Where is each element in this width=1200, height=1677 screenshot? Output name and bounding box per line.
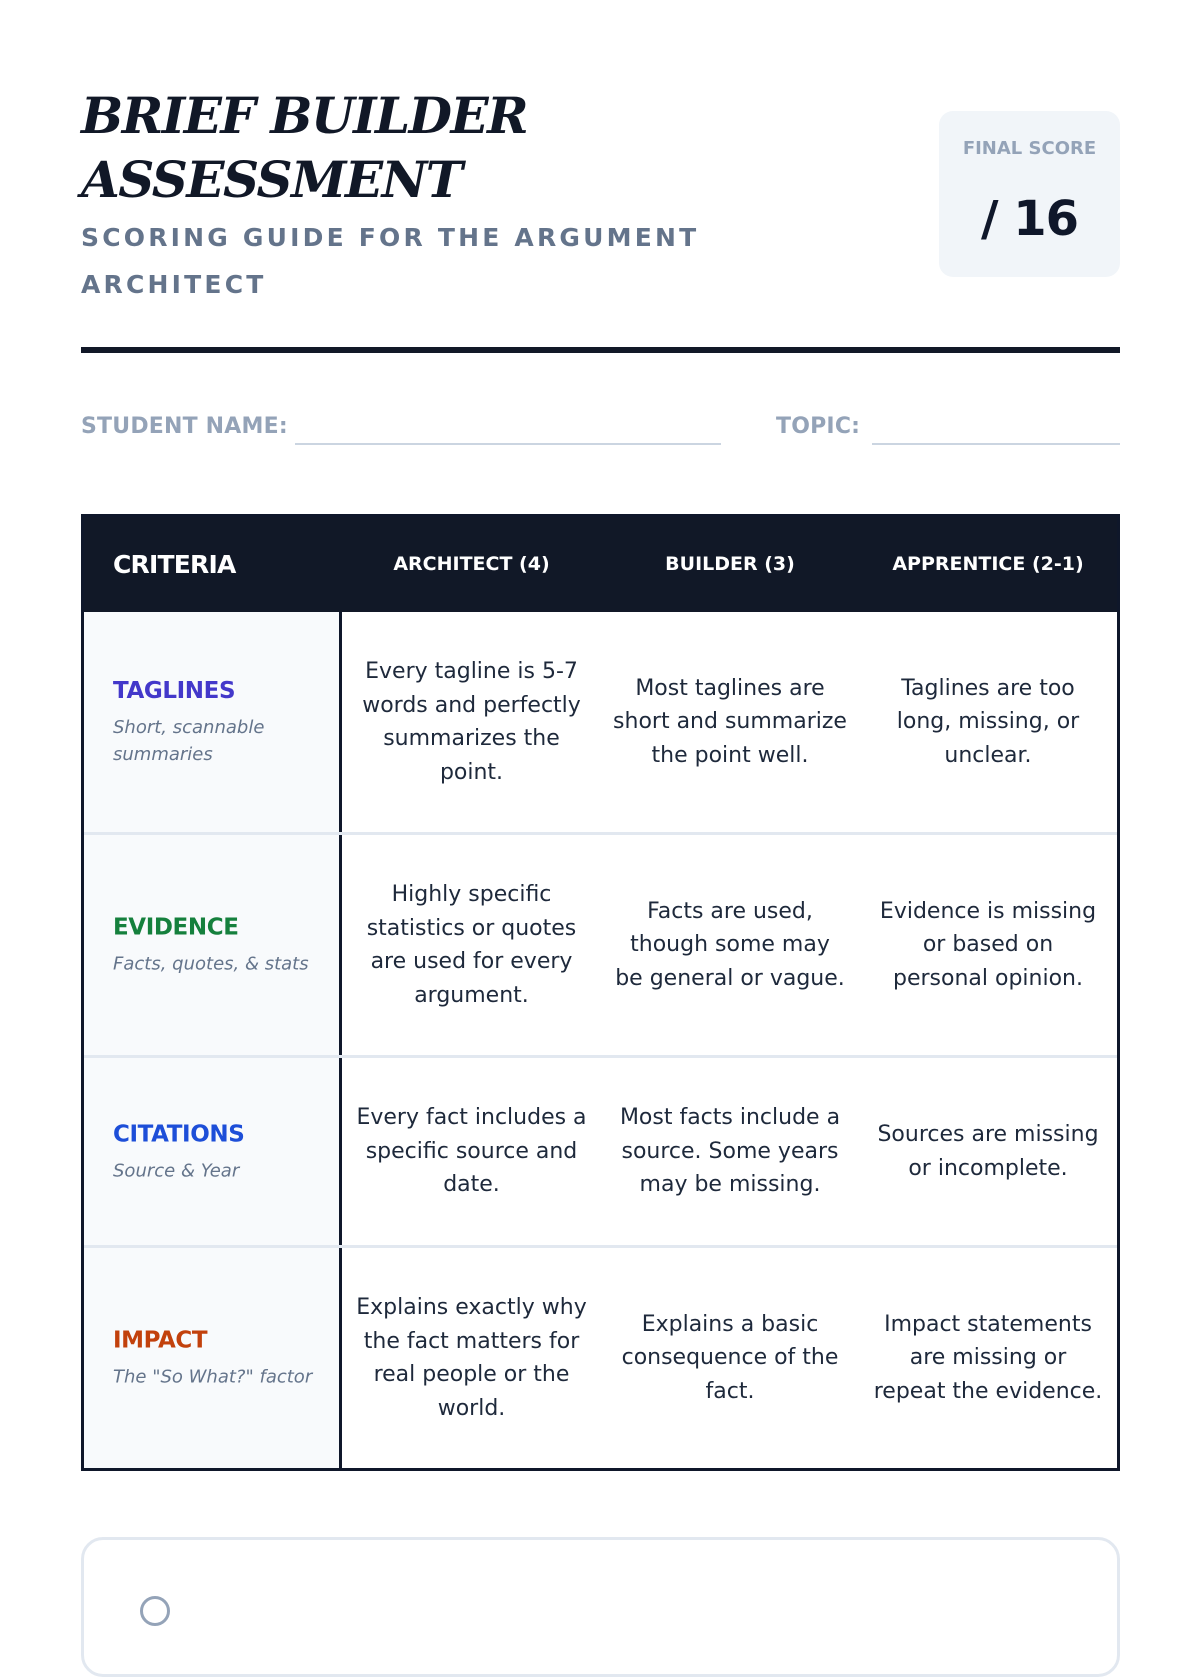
builder-text: Explains a basic consequence of the fact. (621, 1311, 839, 1404)
title-line-2: ASSESSMENT (81, 150, 462, 209)
page-subtitle: SCORING GUIDE FOR THE ARGUMENT ARCHITECT (81, 223, 700, 299)
table-row-impact (84, 1245, 1117, 1468)
criteria-name: TAGLINES (113, 678, 236, 704)
architect-text: Every tagline is 5-7 words and perfectly summarizes the point. (362, 659, 581, 785)
apprentice-cell (872, 1248, 1104, 1468)
rubric-page (81, 0, 1120, 1600)
architect-cell (355, 612, 588, 832)
title-line-1: BRIEF BUILDER (81, 86, 528, 145)
criteria-name: IMPACT (113, 1327, 208, 1354)
criteria-cell (84, 612, 342, 832)
header-builder: BUILDER (3) (665, 553, 795, 575)
builder-cell (613, 612, 847, 832)
apprentice-cell (872, 612, 1104, 832)
page-header (81, 84, 1120, 304)
criteria-name: EVIDENCE (113, 914, 239, 941)
header-criteria: CRITERIA (113, 550, 236, 579)
criteria-name: CITATIONS (113, 1121, 245, 1147)
final-score-label: FINAL SCORE (962, 138, 1097, 159)
builder-cell (613, 1058, 847, 1245)
architect-text: Highly specific statistics or quotes are used for every argument. (366, 882, 577, 1008)
criteria-description: Source & Year (113, 1160, 240, 1181)
builder-text: Most taglines are short and summarize the point well. (613, 675, 847, 768)
header-architect: ARCHITECT (4) (393, 553, 550, 575)
criteria-cell (84, 1058, 342, 1245)
architect-cell (355, 1058, 588, 1245)
architect-cell (355, 835, 588, 1055)
criteria-description: The "So What?" factor (113, 1366, 313, 1388)
criteria-description: Facts, quotes, & stats (113, 953, 309, 975)
apprentice-text: Sources are missing or incomplete. (877, 1122, 1099, 1181)
notes-card (81, 1537, 1120, 1677)
info-icon (140, 1596, 170, 1626)
student-name-label: STUDENT NAME: (81, 414, 288, 439)
table-row-evidence (84, 832, 1117, 1055)
builder-text: Most facts include a source. Some years may be missing. (619, 1105, 841, 1198)
apprentice-cell (872, 835, 1104, 1055)
rubric-table (81, 514, 1120, 1471)
criteria-cell (84, 1248, 342, 1468)
table-row-citations (84, 1055, 1117, 1245)
final-score-value: / 16 (980, 191, 1079, 247)
final-score-box (939, 111, 1120, 277)
apprentice-cell (872, 1058, 1104, 1245)
header-apprentice: APPRENTICE (2-1) (892, 553, 1084, 575)
topic-label: TOPIC: (776, 414, 861, 439)
criteria-description: Short, scannable summaries (113, 717, 265, 765)
architect-cell (355, 1248, 588, 1468)
criteria-cell (84, 835, 342, 1055)
header-divider (81, 347, 1120, 353)
apprentice-text: Taglines are too long, missing, or unclear. (896, 675, 1080, 768)
architect-text: Every fact includes a specific source and date. (356, 1105, 587, 1198)
apprentice-text: Evidence is missing or based on personal opinion. (879, 898, 1097, 991)
table-header (84, 517, 1117, 612)
architect-text: Explains exactly why the fact matters for real people or the world. (356, 1295, 587, 1421)
builder-cell (613, 835, 847, 1055)
builder-text: Facts are used, though some may be general or vague. (615, 898, 845, 991)
builder-cell (613, 1248, 847, 1468)
student-name-field[interactable] (295, 443, 721, 445)
apprentice-text: Impact statements are missing or repeat the evidence. (873, 1311, 1103, 1404)
topic-field[interactable] (872, 443, 1120, 445)
table-row-taglines (84, 612, 1117, 832)
page-title (81, 84, 801, 212)
